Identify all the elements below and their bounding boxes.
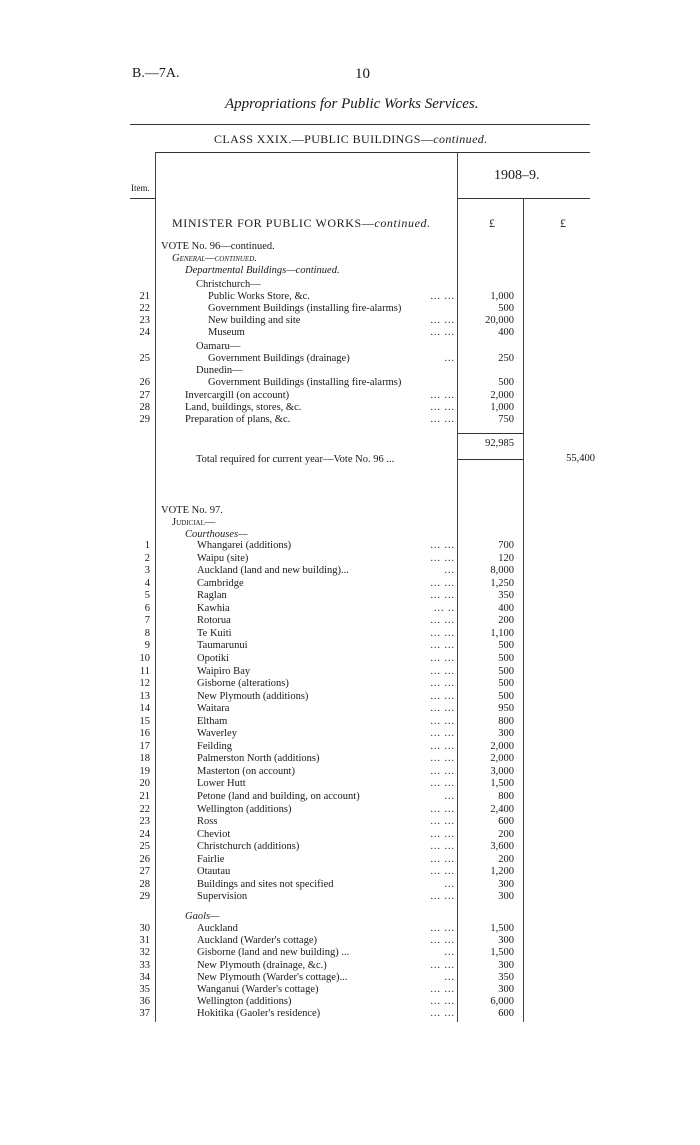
row-amount: 800 [498,791,514,802]
leader-dots: ... ... [430,690,455,702]
row-amount: 350 [498,590,514,602]
row-description: Eltham [197,715,228,727]
row-amount: 300 [498,891,514,903]
leader-dots: ... .. [434,602,455,614]
row-amount: 500 [498,678,514,690]
item-number: 18 [139,753,150,765]
leader-dots: ... ... [430,540,455,551]
row-description: Auckland (Warder's cottage) [197,935,317,947]
leader-dots: ... ... [430,327,455,338]
row-amount: 500 [498,665,514,677]
row-description: New Plymouth (drainage, &c.) [197,959,327,971]
row-amount: 300 [498,959,514,971]
item-number: 15 [139,715,150,727]
leader-dots: ... ... [430,414,455,425]
leader-dots: ... ... [430,703,455,715]
row-description: Buildings and sites not specified [197,878,334,890]
row-amount: 3,000 [490,765,514,777]
item-number: 9 [144,640,150,652]
leader-dots: ... ... [430,891,455,903]
row-amount: 600 [498,1008,514,1020]
class-heading: CLASS XXIX.—PUBLIC BUILDINGS—continued. [214,132,488,146]
leader-dots: ... ... [430,828,455,840]
leader-dots: ... ... [430,665,455,677]
item-number: 36 [139,996,150,1008]
row-description: Gisborne (land and new building) ... [197,947,350,959]
item-number: 14 [139,703,150,715]
item-number: 28 [139,402,150,413]
item-number: 25 [139,353,150,364]
item-number: 13 [139,690,150,702]
row-amount: 20,000 [485,315,514,326]
item-number: 23 [139,315,150,326]
item-number: 12 [139,678,150,690]
vote96-subtotal: 92,985 [485,438,514,449]
item-number: 20 [139,778,150,790]
leader-dots: ... ... [430,615,455,627]
item-number: 2 [144,552,150,564]
row-amount: 700 [498,540,514,551]
item-number: 24 [139,828,150,840]
row-description: Christchurch (additions) [197,841,300,853]
document-code: B.—7A. [132,66,180,81]
leader-dots: ... ... [430,935,455,947]
row-description: Feilding [197,740,233,752]
leader-dots: ... ... [430,753,455,765]
leader-dots: ... ... [430,996,455,1008]
row-amount: 2,000 [490,753,514,765]
row-amount: 400 [498,327,514,338]
vote96-general: General—continued. [172,253,257,264]
item-number: 11 [139,665,150,677]
row-description: Fairlie [197,853,225,865]
leader-dots: ... ... [430,291,455,302]
row-amount: 200 [498,828,514,840]
row-amount: 2,000 [490,740,514,752]
page-title: Appropriations for Public Works Services. [225,96,479,112]
vote97-judicial: Judicial— [172,517,216,528]
leader-dots: ... ... [430,959,455,971]
row-amount: 1,100 [490,627,514,639]
row-amount: 6,000 [490,996,514,1008]
leader-dots: ... ... [430,866,455,878]
group-dunedin: Dunedin— [196,365,243,376]
item-number: 1 [144,540,150,551]
leader-dots: ... ... [430,728,455,740]
leader-dots: ... ... [430,765,455,777]
row-amount: 1,500 [490,923,514,934]
leader-dots: ... ... [430,923,455,934]
row-description: Palmerston North (additions) [197,753,320,765]
row-description: New building and site [208,315,301,326]
row-description: Ross [197,816,218,828]
leader-dots: ... ... [430,590,455,602]
row-description: Museum [208,327,245,338]
item-number: 4 [144,577,150,589]
top-rule [130,124,590,125]
row-description: Invercargill (on account) [185,390,290,401]
leader-dots: ... ... [430,740,455,752]
item-number: 27 [139,390,150,401]
item-number: 29 [139,414,150,425]
row-amount: 1,500 [490,947,514,959]
row-description: Auckland (land and new building)... [197,565,349,577]
row-description: Masterton (on account) [197,765,295,777]
row-description: Waitara [197,703,230,715]
row-description: Land, buildings, stores, &c. [185,402,302,413]
row-description: Opotiki [197,652,230,664]
leader-dots: ... ... [430,315,455,326]
row-description: Wellington (additions) [197,996,292,1008]
row-amount: 300 [498,878,514,890]
item-number: 32 [139,947,150,959]
row-description: Hokitika (Gaoler's residence) [197,1008,321,1020]
item-number: 30 [139,923,150,934]
leader-dots: ... ... [430,577,455,589]
leader-dots: ... ... [430,803,455,815]
item-number: 7 [144,615,150,627]
leader-dots: ... ... [430,390,455,401]
row-description: New Plymouth (additions) [197,690,309,702]
row-amount: 1,200 [490,866,514,878]
item-number: 10 [139,652,150,664]
row-amount: 250 [498,353,514,364]
row-amount: 300 [498,984,514,995]
row-description: Cheviot [197,828,231,840]
item-column-header: Item. [131,183,150,193]
row-amount: 2,400 [490,803,514,815]
item-number: 19 [139,765,150,777]
row-amount: 600 [498,816,514,828]
row-amount: 400 [498,602,514,614]
row-description: Taumarunui [197,640,248,652]
leader-dots: ... ... [430,841,455,853]
item-number: 29 [139,891,150,903]
row-description: Government Buildings (drainage) [208,353,350,364]
row-amount: 500 [498,377,514,388]
total-rule [458,459,523,460]
item-number: 33 [139,959,150,971]
leader-dots: ... ... [430,816,455,828]
leader-dots: ... [444,791,455,802]
leader-dots: ... ... [430,627,455,639]
item-number: 28 [139,878,150,890]
row-description: Gisborne (alterations) [197,678,289,690]
row-description: Cambridge [197,577,244,589]
subtotal-rule [458,433,523,434]
item-number: 5 [144,590,150,602]
row-description: Waipiro Bay [197,665,251,677]
row-amount: 3,600 [490,841,514,853]
year-heading: 1908–9. [494,168,540,183]
page-number: 10 [355,66,370,82]
row-amount: 120 [498,552,514,564]
row-amount: 2,000 [490,390,514,401]
row-amount: 500 [498,690,514,702]
leader-dots: ... ... [430,678,455,690]
row-description: Government Buildings (installing fire-alarms) [208,377,402,388]
leader-dots: ... ... [430,778,455,790]
vote96-departmental: Departmental Buildings—continued. [185,265,340,276]
leader-dots: ... [444,353,455,364]
item-number: 22 [139,303,150,314]
row-description: Kawhia [197,602,230,614]
leader-dots: ... ... [430,715,455,727]
row-amount: 200 [498,853,514,865]
vote97-courthouses: Courthouses— [185,529,248,540]
item-header-rule [130,198,155,199]
vote97-heading: VOTE No. 97. [161,505,223,516]
row-amount: 200 [498,615,514,627]
group-christchurch: Christchurch— [196,279,261,290]
row-description: Te Kuiti [197,627,232,639]
leader-dots: ... [444,878,455,890]
item-number: 23 [139,816,150,828]
vote96-heading: VOTE No. 96—continued. [161,241,275,252]
item-number: 6 [144,602,150,614]
leader-dots: ... [444,947,455,959]
row-description: Wanganui (Warder's cottage) [197,984,319,995]
item-number: 16 [139,728,150,740]
leader-dots: ... ... [430,402,455,413]
row-amount: 1,000 [490,291,514,302]
item-number: 24 [139,327,150,338]
item-number: 25 [139,841,150,853]
pound-symbol-col2: £ [560,216,566,230]
item-column-rule [155,152,156,1022]
row-description: Government Buildings (installing fire-alarms) [208,303,402,314]
row-description: Wellington (additions) [197,803,292,815]
row-amount: 800 [498,715,514,727]
row-description: Petone (land and building, on account) [197,791,360,802]
leader-dots: ... ... [430,853,455,865]
item-number: 3 [144,565,150,577]
leader-dots: ... ... [430,984,455,995]
vote96-total-label: Total required for current year—Vote No. 96 ... [196,454,395,465]
item-number: 26 [139,377,150,388]
class-rule [155,152,590,153]
item-number: 21 [139,791,150,802]
row-amount: 300 [498,728,514,740]
leader-dots: ... ... [430,652,455,664]
leader-dots: ... [444,971,455,983]
total-column-rule [523,198,524,1022]
row-amount: 350 [498,971,514,983]
row-description: Preparation of plans, &c. [185,414,291,425]
row-description: Waverley [197,728,237,740]
row-amount: 300 [498,935,514,947]
row-description: Rotorua [197,615,231,627]
year-header-rule [458,198,590,199]
row-amount: 1,250 [490,577,514,589]
minister-heading: MINISTER FOR PUBLIC WORKS—continued. [172,216,431,230]
vote97-gaols: Gaols— [185,911,220,922]
row-amount: 1,500 [490,778,514,790]
pound-symbol-col1: £ [489,216,495,230]
item-number: 8 [144,627,150,639]
item-number: 21 [139,291,150,302]
row-amount: 950 [498,703,514,715]
item-number: 17 [139,740,150,752]
item-number: 37 [139,1008,150,1020]
leader-dots: ... ... [430,552,455,564]
row-amount: 1,000 [490,402,514,413]
item-number: 27 [139,866,150,878]
row-description: Public Works Store, &c. [208,291,310,302]
leader-dots: ... ... [430,1008,455,1020]
leader-dots: ... ... [430,640,455,652]
row-description: Auckland [197,923,238,934]
row-description: Lower Hutt [197,778,246,790]
item-number: 35 [139,984,150,995]
item-number: 34 [139,971,150,983]
item-number: 26 [139,853,150,865]
row-amount: 500 [498,640,514,652]
row-amount: 500 [498,652,514,664]
row-description: Waipu (site) [197,552,249,564]
row-description: Whangarei (additions) [197,540,292,551]
item-number: 31 [139,935,150,947]
row-amount: 500 [498,303,514,314]
group-oamaru: Oamaru— [196,341,241,352]
item-number: 22 [139,803,150,815]
row-description: Raglan [197,590,227,602]
row-description: Supervision [197,891,248,903]
row-amount: 750 [498,414,514,425]
row-description: Otautau [197,866,231,878]
row-description: New Plymouth (Warder's cottage)... [197,971,348,983]
row-amount: 8,000 [490,565,514,577]
leader-dots: ... [444,565,455,577]
vote96-total: 55,400 [566,453,595,464]
